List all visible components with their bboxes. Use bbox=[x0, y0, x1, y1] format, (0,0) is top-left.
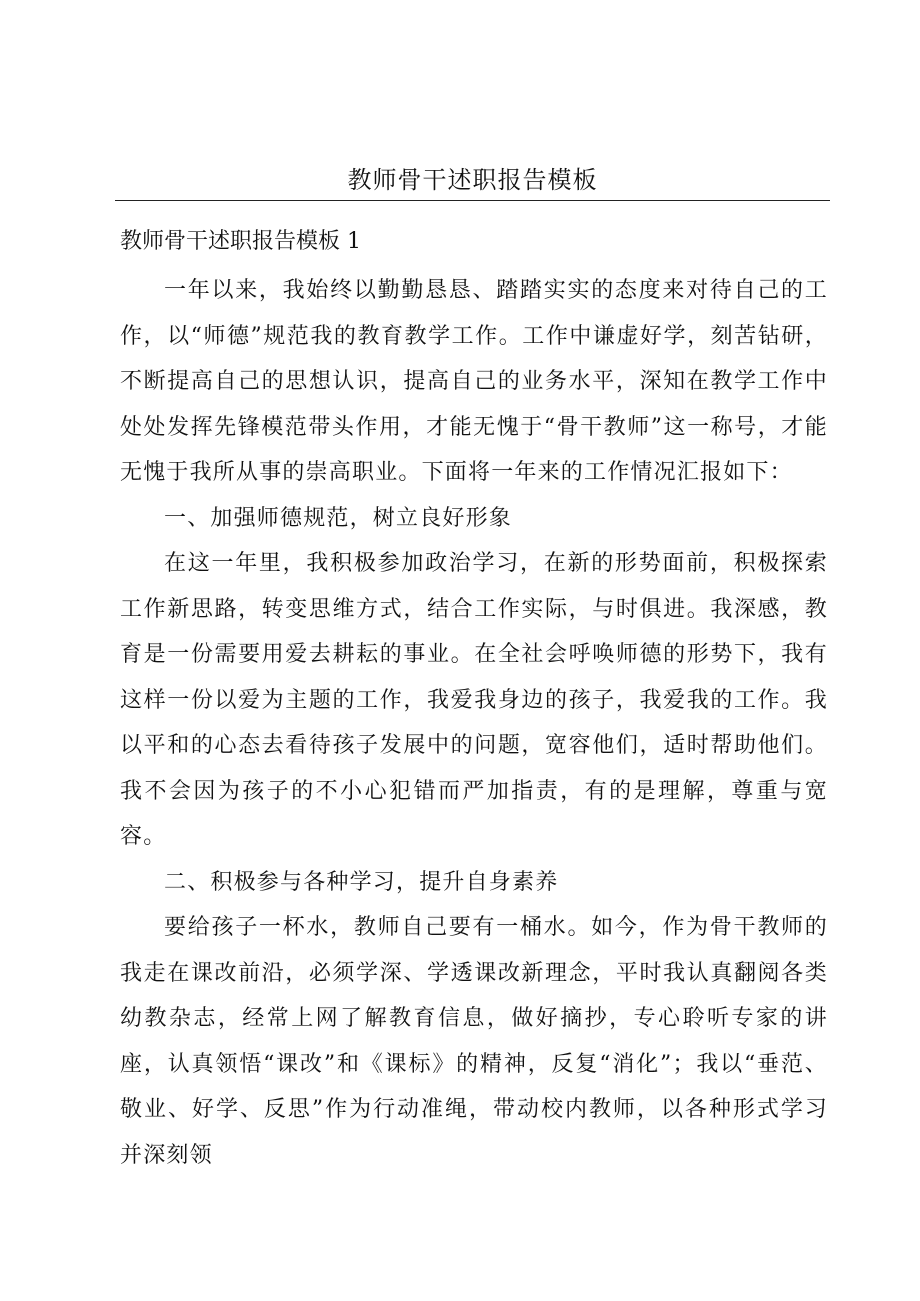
paragraph-section-1: 在这一年里，我积极参加政治学习，在新的形势面前，积极探索工作新思路，转变思维方式，结合工作实际，与时俱进。我深感，教育是一份需要用爱去耕耘的事业。在全社会呼唤师德的形势下，我有这样一份以爱为主题的工作，我爱我身边的孩子，我爱我的工作。我以平和的心态去看待孩子发展中的问题，宽容他们，适时帮助他们。我不会因为孩子的不小心犯错而严加指责，有的是理解，尊重与宽容。 bbox=[120, 551, 828, 849]
document-body bbox=[120, 268, 828, 1178]
paragraph-section-2: 要给孩子一杯水，教师自己要有一桶水。如今，作为骨干教师的我走在课改前沿，必须学深、学透课改新理念，平时我认真翻阅各类幼教杂志，经常上网了解教育信息，做好摘抄，专心聆听专家的讲座，认真领悟“课改”和《课标》的精神，反复“消化”；我以“垂范、敬业、好学、反思”作为行动准绳，带动校内教师，以各种形式学习并深刻领 bbox=[120, 915, 828, 1168]
heading-section-1: 一、加强师德规范，树立良好形象 bbox=[164, 505, 513, 531]
section-subtitle: 教师骨干述职报告模板 1 bbox=[120, 229, 361, 254]
document-title: 教师骨干述职报告模板 bbox=[347, 166, 598, 194]
heading-section-2: 二、积极参与各种学习，提升自身素养 bbox=[164, 869, 559, 895]
paragraph-intro: 一年以来，我始终以勤勤恳恳、踏踏实实的态度来对待自己的工作，以“师德”规范我的教育教学工作。工作中谦虚好学，刻苦钻研，不断提高自己的思想认识，提高自己的业务水平，深知在教学工作中处处发挥先锋模范带头作用，才能无愧于“骨干教师”这一称号，才能无愧于我所从事的崇高职业。下面将一年来的工作情况汇报如下： bbox=[120, 278, 828, 485]
title-underline-divider bbox=[115, 200, 830, 201]
